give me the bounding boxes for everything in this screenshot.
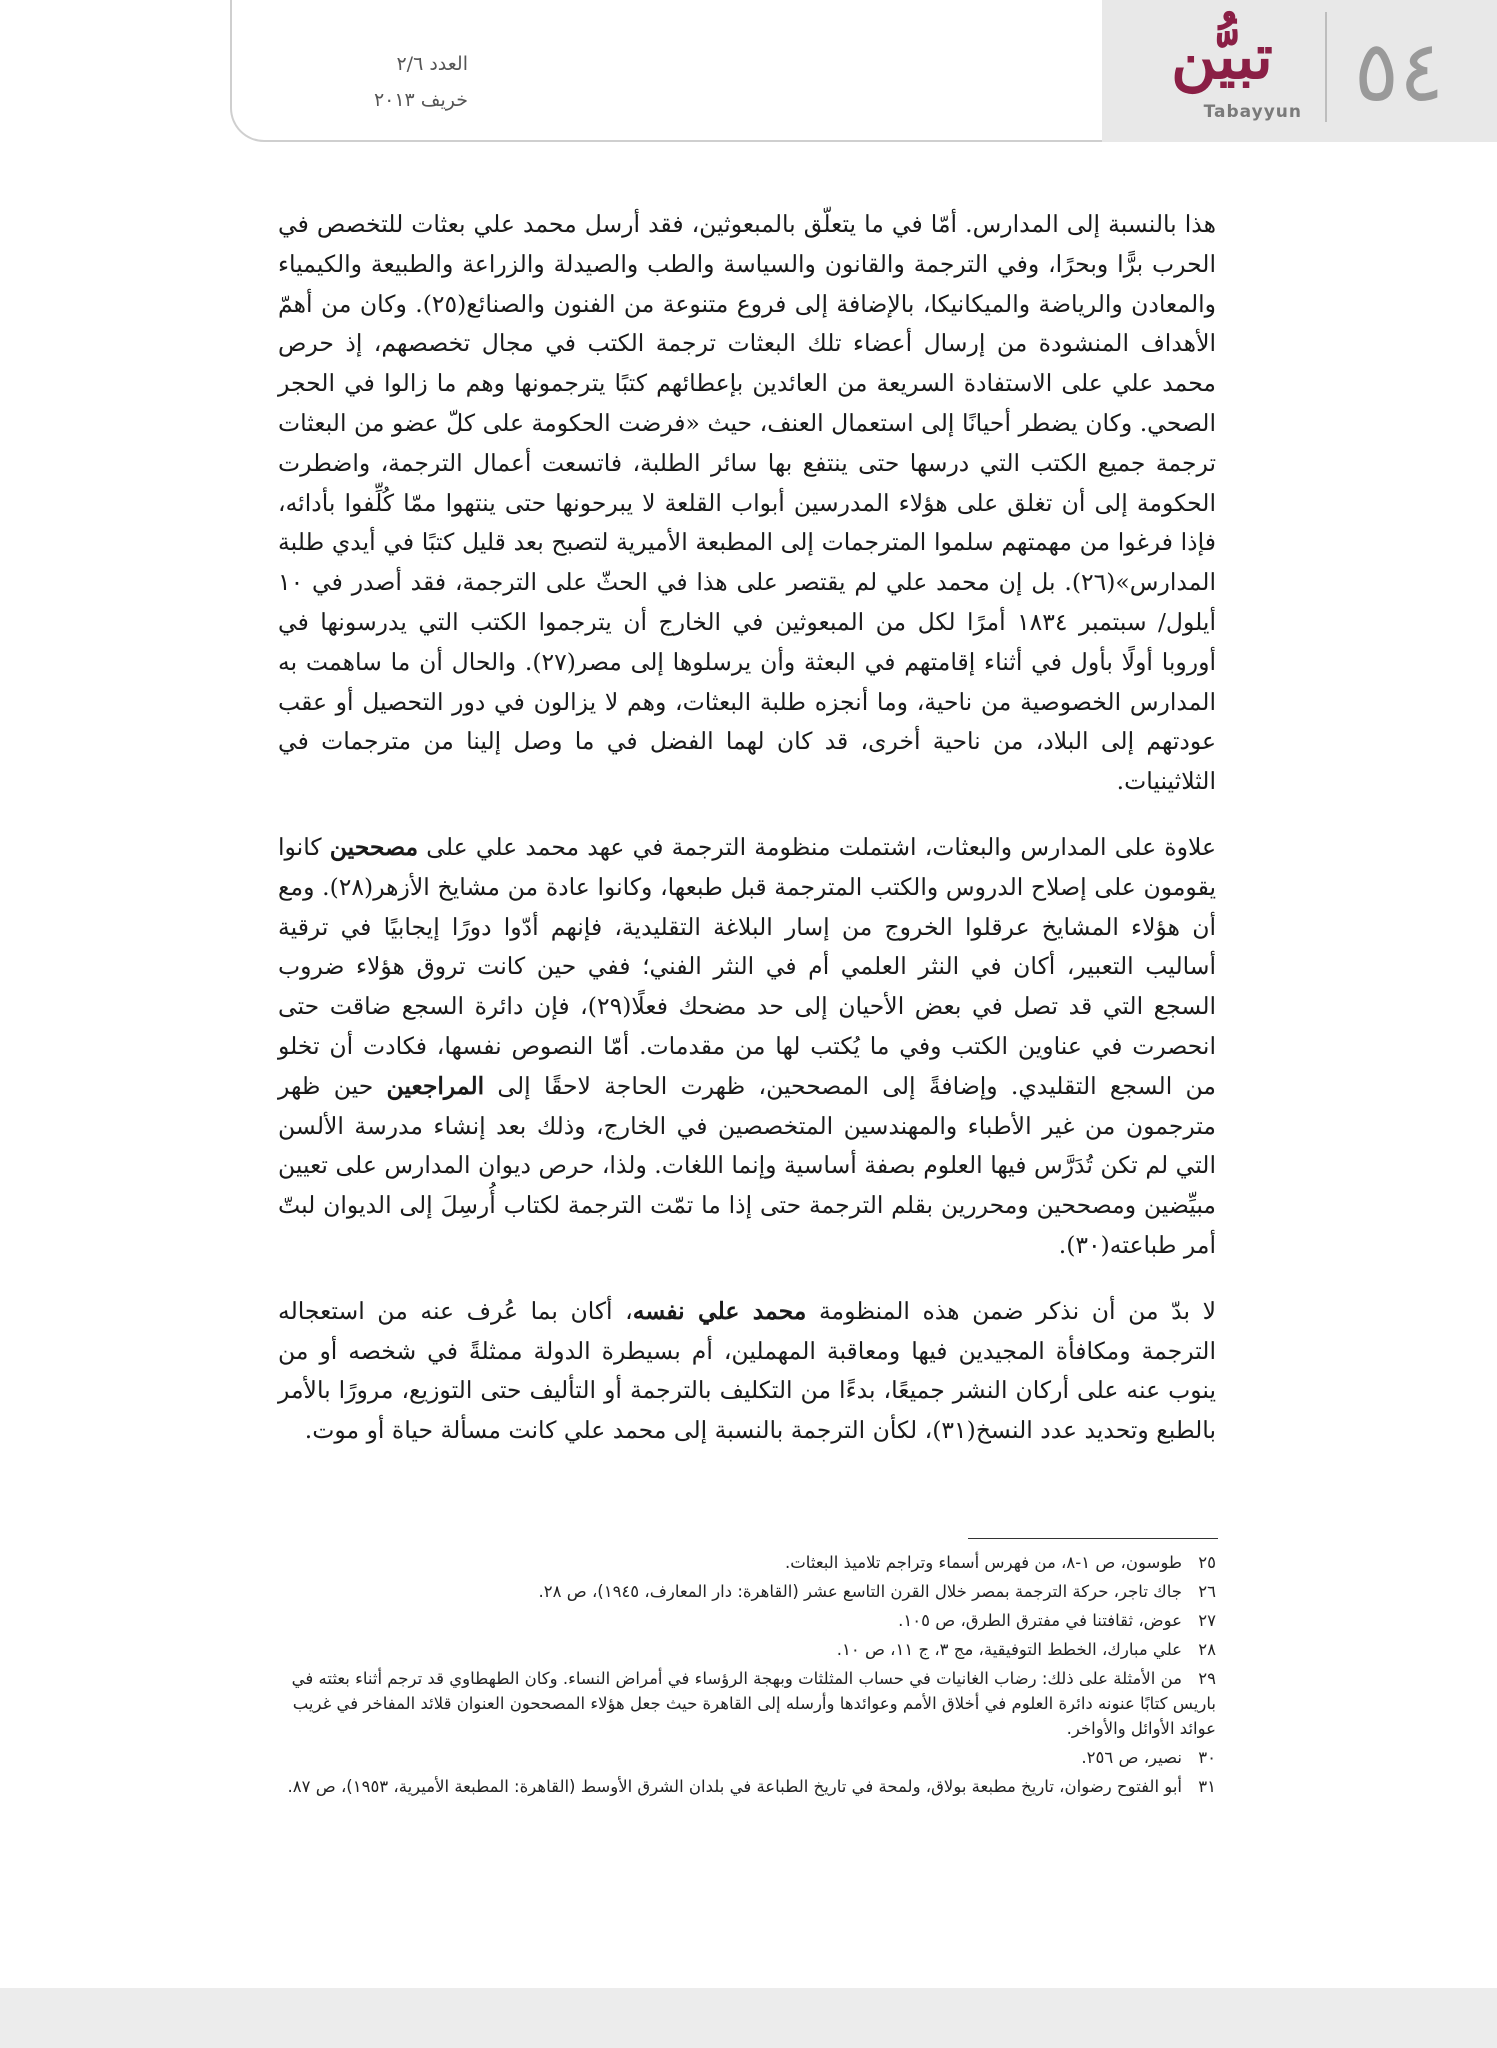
issue-number: العدد ٢/٦ (396, 53, 468, 75)
footnote (278, 1550, 1216, 1575)
footnote (278, 1745, 1216, 1770)
footnote-number: ٢٨ (1198, 1640, 1216, 1659)
footnote-text: طوسون، ص ١-٨، من فهرس أسماء وتراجم تلاميذ البعثات. (785, 1553, 1182, 1572)
footnote (278, 1637, 1216, 1662)
footnotes (278, 1550, 1216, 1803)
journal-logo (1132, 18, 1312, 130)
logo-arabic: تبيُّن (1171, 20, 1273, 93)
footnote (278, 1579, 1216, 1604)
footnote (278, 1608, 1216, 1633)
paragraph-2-text-a: علاوة على المدارس والبعثات، اشتملت منظومة الترجمة في عهد محمد علي على (418, 832, 1216, 861)
header-divider (1325, 12, 1327, 122)
footnote (278, 1666, 1216, 1741)
footnote-number: ٣١ (1198, 1777, 1216, 1796)
footnote-text: علي مبارك، الخطط التوفيقية، مج ٣، ج ١١، ص ١٠. (836, 1640, 1182, 1659)
footnote-text: نصير، ص ٢٥٦. (1081, 1748, 1182, 1767)
paragraph-1: هذا بالنسبة إلى المدارس. أمّا في ما يتعلّق بالمبعوثين، فقد أرسل محمد علي بعثات للتخصص في الحرب برًّا وبحرًا، وفي الترجمة والقانون والسياسة والطب والصيدلة والزراعة والطبيعة والكيمياء والمعادن والرياضة والميكانيكا، بالإضافة إلى فروع متنوعة من الفنون والصنائع(٢٥). وكان من أهمّ الأهداف المنشودة من إرسال أعضاء تلك البعثات ترجمة الكتب في مجال تخصصهم، إذ حرص محمد علي على الاستفادة السريعة من العائدين بإعطائهم كتبًا يترجمونها وهم ما زالوا في الحجر الصحي. وكان يضطر أحيانًا إلى استعمال العنف، حيث «فرضت الحكومة على كلّ عضو من البعثات ترجمة جميع الكتب التي درسها حتى ينتفع بها سائر الطلبة، فاتسعت أعمال الترجمة، واضطرت الحكومة إلى أن تغلق على هؤلاء المدرسين أبواب القلعة لا يبرحونها حتى ينتهوا ممّا كُلِّفوا بأدائه، فإذا فرغوا من مهمتهم سلموا المترجمات إلى المطبعة الأميرية لتصبح بعد قليل كتبًا في أيدي طلبة المدارس»(٢٦). بل إن محمد علي لم يقتصر على هذا في الحثّ على الترجمة، فقد أصدر في ١٠ أيلول/ سبتمبر ١٨٣٤ أمرًا لكل من المبعوثين في الخارج أن يترجموا الكتب التي يدرسونها في أوروبا أولًا بأول في أثناء إقامتهم في البعثة وأن يرسلوها إلى مصر(٢٧). والحال أن ما ساهمت به المدارس الخصوصية من ناحية، وما أنجزه طلبة البعثات، وهم لا يزالون في دور التحصيل أو عقب عودتهم إلى البلاد، من ناحية أخرى، قد كان لهما الفضل في ما وصل إلينا من مترجمات في الثلاثينيات. (278, 210, 1216, 796)
footnote (278, 1774, 1216, 1799)
footnote-number: ٢٧ (1198, 1611, 1216, 1630)
footnote-text: من الأمثلة على ذلك: رضاب الغانيات في حساب المثلثات وبهجة الرؤساء في أمراض النساء. وكان الطهطاوي قد ترجم أثناء بعثته في باريس كتابًا عنونه دائرة العلوم في أخلاق الأمم وعوائدها وأرسله إلى القاهرة حيث جعل هؤلاء المصححون العنوان قلائد المفاخر في غريب عوائد الأوائل والأواخر. (291, 1669, 1216, 1738)
paragraph-2-text-b: كانوا يقومون على إصلاح الدروس والكتب المترجمة قبل طبعها، وكانوا عادة من مشايخ الأزهر(٢٨). ومع أن هؤلاء المشايخ عرقلوا الخروج من إسار البلاغة التقليدية، فإنهم أدّوا دورًا إيجابيًا في ترقية أساليب التعبير، أكان في النثر العلمي أم في النثر الفني؛ ففي حين كانت تروق هؤلاء ضروب السجع التي قد تصل في بعض الأحيان إلى حد مضحك فعلًا(٢٩)، فإن دائرة السجع ضاقت حتى انحصرت في عناوين الكتب وفي ما يُكتب لها من مقدمات. أمّا النصوص نفسها، فكادت أن تخلو من السجع التقليدي. وإضافةً إلى المصححين، ظهرت الحاجة لاحقًا إلى (278, 832, 1217, 1100)
logo-latin: Tabayyun (1203, 102, 1302, 122)
paragraph-3-bold-term: محمد علي نفسه (632, 1296, 807, 1325)
footnote-number: ٢٦ (1198, 1582, 1216, 1601)
footnote-rule (968, 1538, 1218, 1539)
footnote-text: جاك تاجر، حركة الترجمة بمصر خلال القرن التاسع عشر (القاهرة: دار المعارف، ١٩٤٥)، ص ٢٨. (538, 1582, 1182, 1601)
page-number: ٥٤ (1353, 22, 1445, 120)
footnote-number: ٣٠ (1198, 1748, 1216, 1767)
paragraph-3-text-a: لا بدّ من أن نذكر ضمن هذه المنظومة (806, 1296, 1216, 1325)
paragraph-2 (278, 828, 1216, 1266)
page-bottom-band (0, 1988, 1497, 2048)
paragraph-2-bold-term-2: المراجعين (386, 1071, 485, 1100)
issue-info (268, 46, 468, 118)
footnote-number: ٢٩ (1198, 1669, 1216, 1688)
article-body (278, 205, 1216, 1477)
footnote-text: عوض، ثقافتنا في مفترق الطرق، ص ١٠٥. (898, 1611, 1182, 1630)
paragraph-2-bold-term-1: مصححين (329, 832, 419, 861)
footnote-text: أبو الفتوح رضوان، تاريخ مطبعة بولاق، ولمحة في تاريخ الطباعة في بلدان الشرق الأوسط (القاهرة: المطبعة الأميرية، ١٩٥٣)، ص ٨٧. (287, 1777, 1182, 1796)
paragraph-2-text-c: حين ظهر مترجمون من غير الأطباء والمهندسين المتخصصين في الخارج، وذلك بعد إنشاء مدرسة الألسن التي لم تكن تُدَرَّس فيها العلوم بصفة أساسية وإنما اللغات. ولذا، حرص ديوان المدارس على تعيين مبيِّضين ومصححين ومحررين بقلم الترجمة حتى إذا ما تمّت الترجمة لكتاب أُرسِلَ إلى الديوان لبتّ أمر طباعته(٣٠). (278, 1071, 1216, 1259)
footnote-number: ٢٥ (1198, 1553, 1216, 1572)
paragraph-3 (278, 1292, 1216, 1451)
paragraph-3-text-b: ، أكان بما عُرف عنه من استعجاله الترجمة ومكافأة المجيدين فيها ومعاقبة المهملين، أم بسيطرة الدولة ممثلةً في شخصه أو من ينوب عنه على أركان النشر جميعًا، بدءًا من التكليف بالترجمة أو التأليف حتى التوزيع، مرورًا بالأمر بالطبع وتحديد عدد النسخ(٣١)، لكأن الترجمة بالنسبة إلى محمد علي كانت مسألة حياة أو موت. (278, 1296, 1216, 1445)
issue-season: خريف ٢٠١٣ (373, 89, 468, 111)
